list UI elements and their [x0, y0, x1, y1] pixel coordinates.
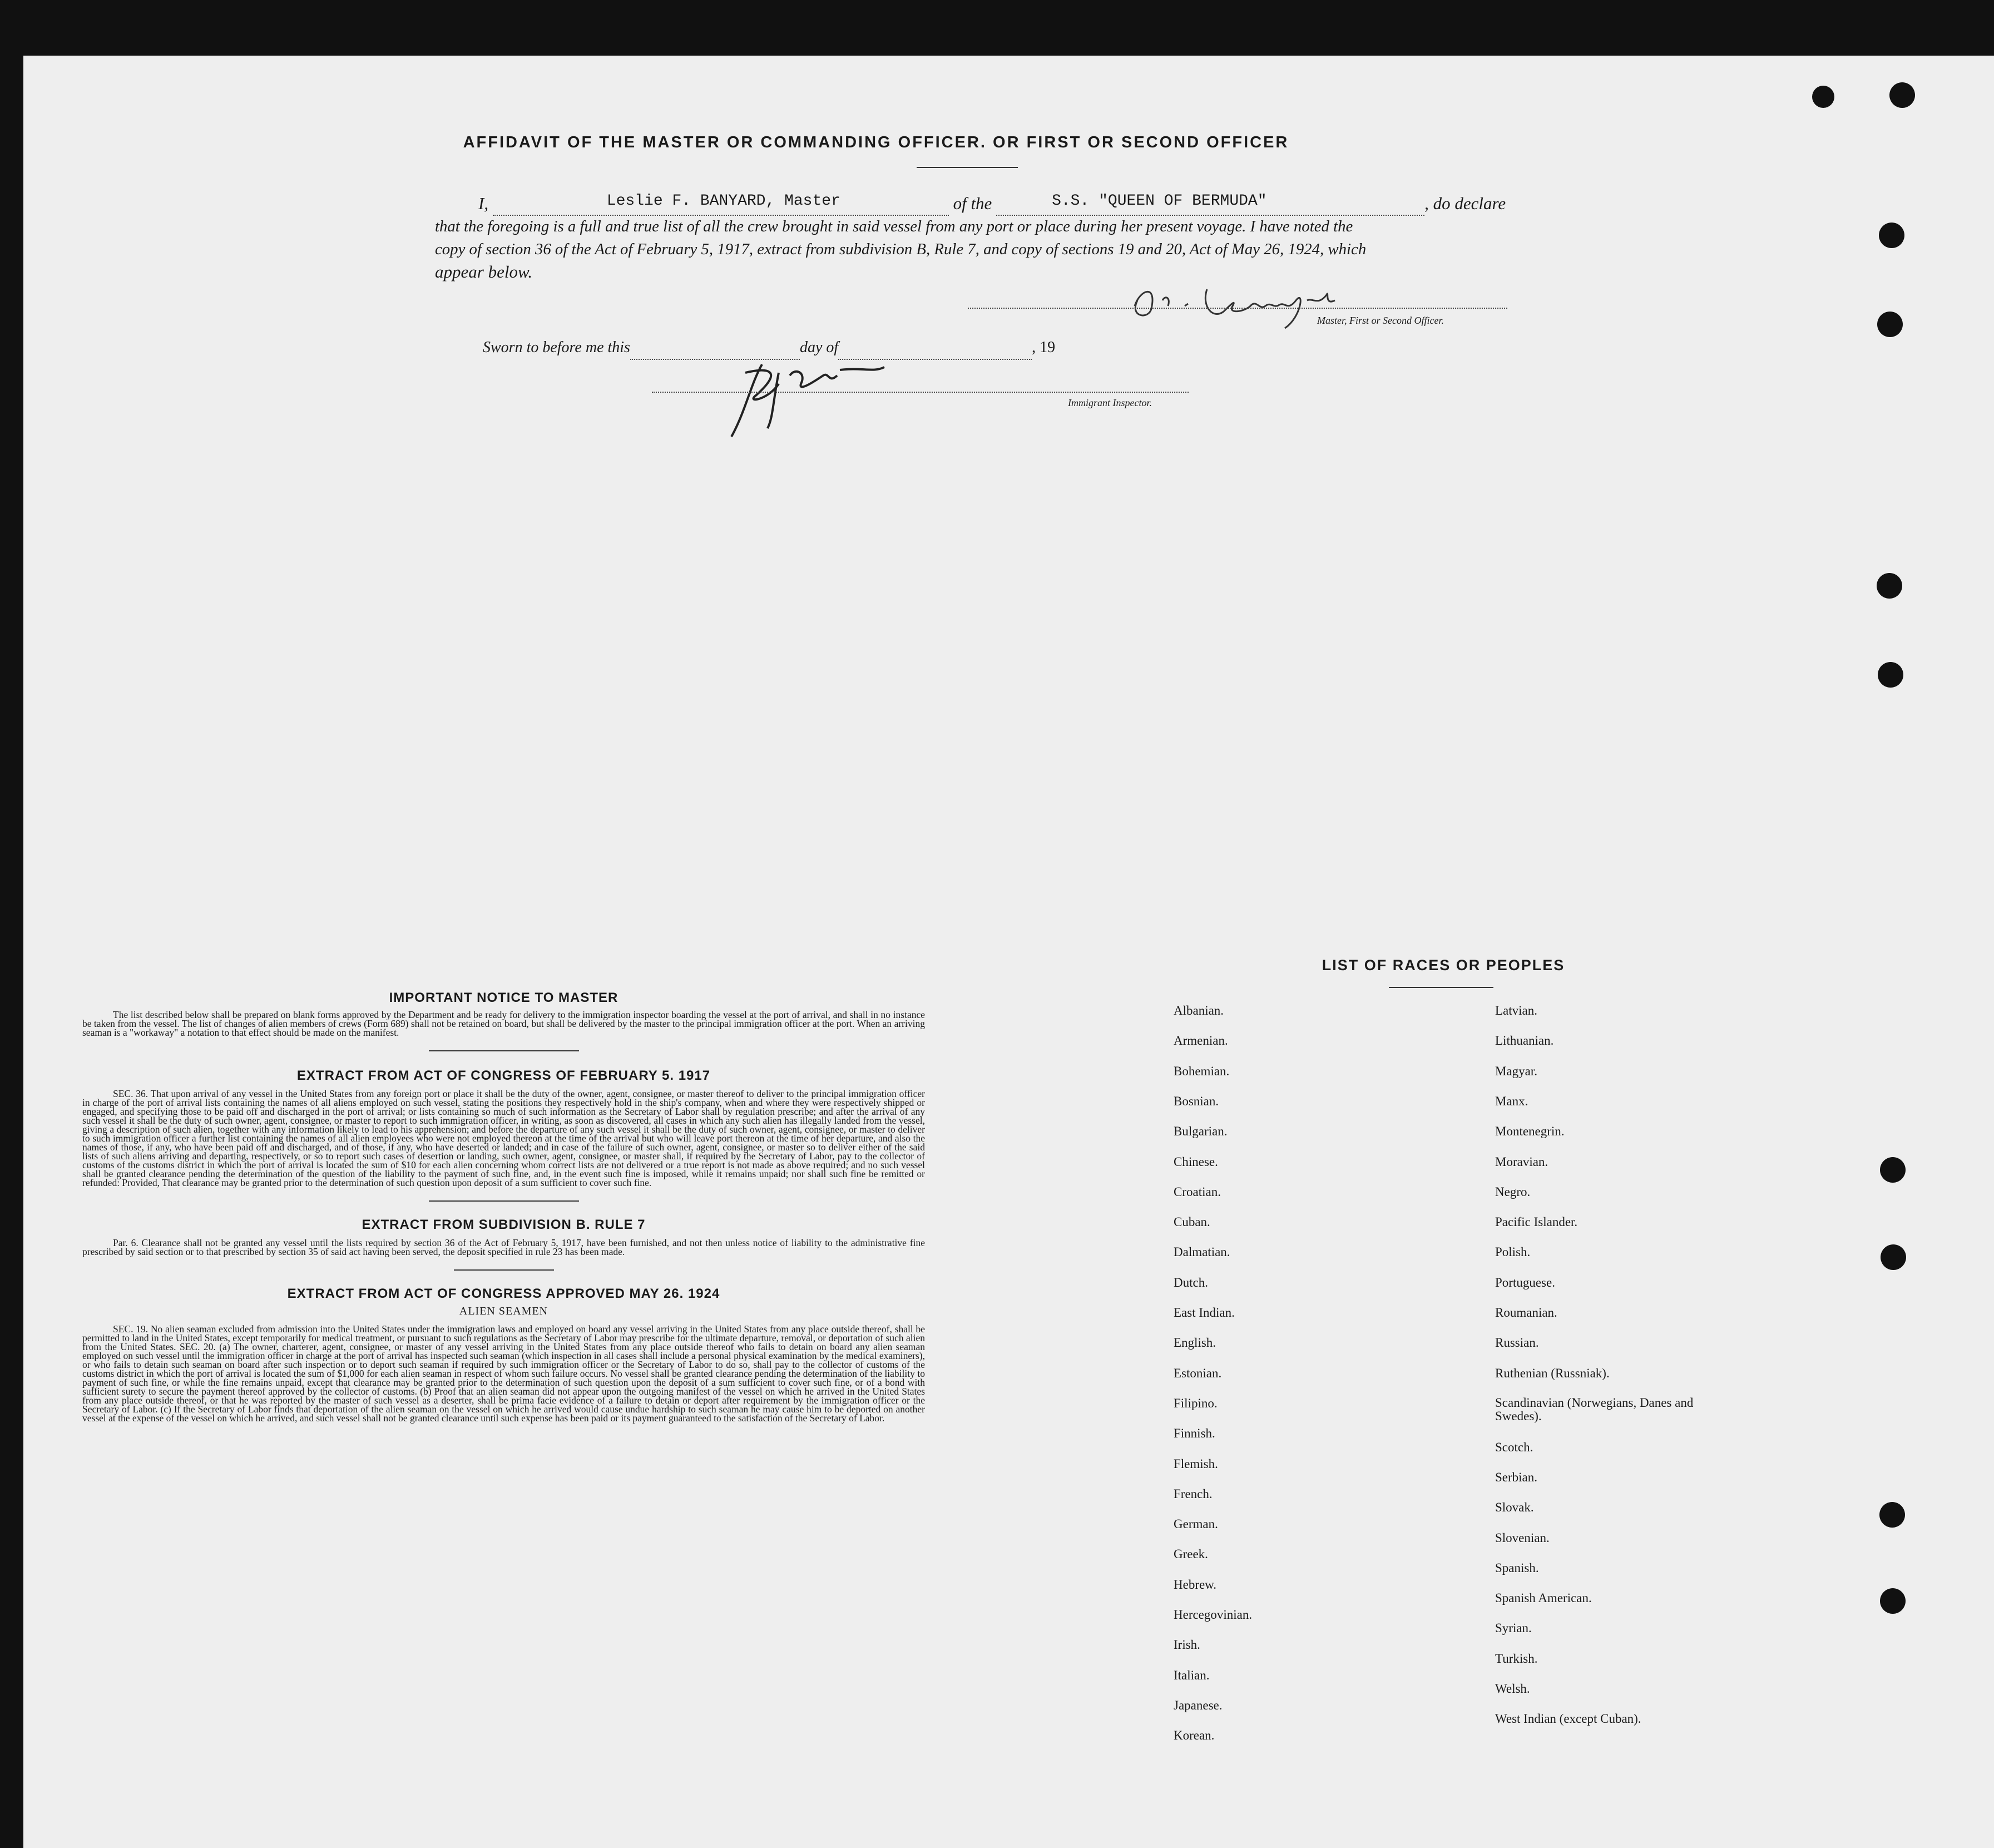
race-item: Montenegrin. [1495, 1124, 1565, 1139]
extract-1917-heading: EXTRACT FROM ACT OF CONGRESS OF FEBRUARY 5. 1917 [296, 1068, 711, 1083]
sworn-label: Sworn to before me this [483, 339, 630, 356]
punch-hole [1880, 1157, 1906, 1183]
master-name-field [493, 192, 949, 216]
race-item: Welsh. [1495, 1682, 1530, 1696]
race-item: Pacific Islander. [1495, 1215, 1578, 1229]
race-item: Ruthenian (Russniak). [1495, 1366, 1610, 1380]
race-item: Slovenian. [1495, 1530, 1550, 1545]
rule7-heading: EXTRACT FROM SUBDIVISION B. RULE 7 [362, 1217, 646, 1232]
punch-hole [1881, 1244, 1906, 1270]
race-item: Flemish. [1174, 1456, 1218, 1471]
race-item: Syrian. [1495, 1621, 1532, 1635]
race-item: Italian. [1174, 1668, 1210, 1682]
ship-name-value: S.S. "QUEEN OF BERMUDA" [1052, 192, 1267, 210]
rule7-body: Par. 6. Clearance shall not be granted any vessel until the lists required by section 36 of the Act of February 5, 1917, have been furnished, and not then unless notice of liability to the administrative fine prescribed by said section or to that prescribed by section 35 of said act having been served, the deposit specified in rule 23 has been made. [82, 1237, 925, 1257]
race-item: Bosnian. [1174, 1094, 1219, 1108]
race-item: Roumanian. [1495, 1306, 1557, 1320]
race-item: Irish. [1174, 1638, 1200, 1652]
notices-column [82, 990, 925, 1422]
race-item: Scotch. [1495, 1440, 1533, 1454]
race-item: Negro. [1495, 1184, 1531, 1199]
race-item: Dalmatian. [1174, 1245, 1230, 1259]
document-sheet [23, 56, 1994, 1848]
title-underline [917, 167, 1018, 168]
affidavit-line-3: copy of section 36 of the Act of February 5, 1917, extract from subdivision B, Rule 7, and copy of sections 19 and 20, Act of May 26, 1924, which [435, 240, 1367, 258]
master-signature-caption: Master, First or Second Officer. [1317, 315, 1444, 326]
race-item: Finnish. [1174, 1426, 1215, 1441]
i-label: I, [478, 194, 489, 213]
races-heading: LIST OF RACES OR PEOPLES [1322, 957, 1565, 974]
divider [429, 1200, 579, 1202]
race-item: Polish. [1495, 1245, 1531, 1259]
punch-hole [1878, 662, 1903, 688]
do-declare-label: , do declare [1424, 194, 1506, 213]
ship-name-field [996, 192, 1424, 216]
affidavit-title: AFFIDAVIT OF THE MASTER OR COMMANDING OFFICER. OR FIRST OR SECOND OFFICER [463, 134, 1289, 151]
race-item: Slovak. [1495, 1500, 1534, 1515]
races-underline [1389, 987, 1493, 988]
race-item: Bohemian. [1174, 1064, 1230, 1078]
race-item: Bulgarian. [1174, 1124, 1228, 1139]
race-item: Hebrew. [1174, 1577, 1217, 1592]
punch-hole [1879, 223, 1904, 248]
punch-hole [1879, 1502, 1905, 1528]
inspector-caption: Immigrant Inspector. [1068, 397, 1152, 408]
master-signature-line [968, 308, 1507, 309]
race-item: Turkish. [1495, 1651, 1538, 1666]
punch-hole [1889, 82, 1915, 108]
race-item: Japanese. [1174, 1698, 1223, 1712]
race-item: Chinese. [1174, 1154, 1218, 1169]
punch-hole [1880, 1588, 1906, 1614]
race-item: Dutch. [1174, 1275, 1208, 1289]
extract-1917-body: SEC. 36. That upon arrival of any vessel in the United States from any foreign port or place it shall be the duty of the owner, agent, consignee, or master thereof to deliver to the principal immigration officer in charge of the port of arrival lists containing the names of all aliens employed on such vessel, stating the positions they respectively hold in the ship's company, when and where they were respectively shipped or engaged, and specifying those to be paid off and discharged in the port of arrival; or lists containing so much of such information as the Secretary of Labor shall by regulation prescribe; and after the arrival of any such vessel it shall be the duty of such owner, agent, consignee, or master to report to such immigration officer, in writing, as soon as discovered, all cases in which any such alien has illegally landed from the vessel, giving a description of such alien, together with any information likely to lead to his apprehension; and before the departure of any such vessel it shall be the duty of such owner, agent, consignee, or master to deliver to such immigration officer a further list containing the names of all alien employees who were not employed thereon at the time of the arrival but who will leave port thereon at the time of her departure, and also the names of those, if any, who have been paid off and discharged, and of those, if any, who have deserted or landed; and in case of the failure of such owner, agent, consignee, or master so to deliver either of the said lists of such aliens arriving and departing, respectively, or so to report such cases of desertion or landing, such owner, agent, consignee, or master shall, if required by the Secretary of Labor, pay to the collector of customs of the customs district in which the port of arrival is located the sum of $10 for each alien concerning whom correct lists are not delivered or a true report is not made as above required; and no such vessel shall be granted clearance pending the determination of the question of the liability to the payment of such fine, and, in the event such fine is imposed, while it remains unpaid; nor shall such fine be remitted or refunded: Provided, That clearance may be granted prior to the determination of such question upon deposit of a sum sufficient to cover such fine. [82, 1088, 925, 1188]
race-item: Albanian. [1174, 1004, 1224, 1017]
of-the-label: of the [953, 194, 992, 213]
race-item: Moravian. [1495, 1154, 1548, 1169]
race-item: Croatian. [1174, 1184, 1221, 1199]
alien-seamen-subheading: ALIEN SEAMEN [459, 1305, 548, 1317]
day-of-label: day of [799, 339, 839, 356]
race-item: English. [1174, 1336, 1216, 1350]
notice-body: The list described below shall be prepared on blank forms approved by the Department and be ready for delivery to the immigration inspector boarding the vessel at the port of arrival, and shall in no instance be taken from the vessel. The list of changes of alien members of crews (Form 689) shall not be retained on board, but shall be delivered by the master to the principal immigration officer at the port. When an arriving seaman is a "workaway" a notation to that effect should be made on the manifest. [82, 1009, 925, 1038]
race-item: Serbian. [1495, 1470, 1538, 1484]
race-item: Lithuanian. [1495, 1034, 1554, 1048]
race-item: Manx. [1495, 1094, 1528, 1108]
race-item: Filipino. [1174, 1396, 1218, 1410]
punch-hole [1812, 86, 1834, 108]
extract-1924-heading: EXTRACT FROM ACT OF CONGRESS APPROVED MAY 26. 1924 [287, 1286, 720, 1301]
punch-hole [1877, 312, 1903, 337]
race-item: Hercegovinian. [1174, 1608, 1253, 1622]
master-name-value: Leslie F. BANYARD, Master [606, 192, 840, 210]
race-item: Armenian. [1174, 1034, 1228, 1048]
race-item: Portuguese. [1495, 1275, 1555, 1289]
year-label: , 19 [1032, 339, 1056, 356]
affidavit-line-2: that the foregoing is a full and true list of all the crew brought in said vessel from any port or place during her present voyage. I have noted the [435, 218, 1353, 235]
race-item: Greek. [1174, 1547, 1208, 1562]
notice-heading: IMPORTANT NOTICE TO MASTER [389, 990, 619, 1005]
race-item: German. [1174, 1517, 1218, 1531]
extract-1924-body: SEC. 19. No alien seaman excluded from admission into the United States under the immigration laws and employed on board any vessel arriving in the United States from any place outside thereof, shall be permitted to land in the United States, except temporarily for medical treatment, or pursuant to such regulations as the Secretary of Labor may prescribe for the ultimate departure, removal, or deportation of such alien from the United States. SEC. 20. (a) The owner, charterer, agent, consignee, or master of any vessel arriving in the United States from any place outside thereof who fails to detain on board any alien seaman employed on such vessel until the immigration officer in charge at the port of arrival has inspected such seaman (which inspection in all cases shall include a personal physical examination by the medical examiners), or who fails to detain such seaman on board after such inspection or to deport such seaman if required by such immigration officer or the Secretary of Labor to do so, shall pay to the collector of customs of the customs district in which the port of arrival is located the sum of $1,000 for each alien seaman in respect of whom such failure occurs. No vessel shall be granted clearance pending the determination of the liability to payment of such fine, or while the fine remains unpaid, except that clearance may be granted prior to the determination of such question upon the deposit of a sum sufficient to cover such fine, or of a bond with sufficient surety to secure the payment thereof approved by the collector of customs. (b) Proof that an alien seaman did not appear upon the outgoing manifest of the vessel on which he arrived in the United States from any place outside thereof, or that he was reported by the master of such vessel as a deserter, shall be prima facie evidence of a failure to detain or deport after requirement by the immigration officer or the Secretary of Labor. (c) If the Secretary of Labor finds that deportation of the alien seaman on the vessel on which he arrived would cause undue hardship to such seaman he may cause him to be deported on another vessel at the expense of the vessel on which he arrived, and such vessel shall not be granted clearance until such expense has been paid or its payment guaranteed to the satisfaction of the Secretary of Labor. [82, 1323, 925, 1424]
divider [454, 1269, 554, 1271]
affidavit-line-4: appear below. [435, 262, 533, 281]
punch-hole [1877, 573, 1902, 599]
divider [429, 1050, 579, 1051]
race-item: Cuban. [1174, 1215, 1210, 1229]
race-item: Korean. [1174, 1728, 1215, 1743]
inspector-signature-line [652, 392, 1189, 393]
race-item: Spanish. [1495, 1560, 1539, 1575]
race-item: West Indian (except Cuban). [1495, 1712, 1641, 1726]
affidavit-line-1 [478, 192, 1505, 216]
race-item: Russian. [1495, 1336, 1539, 1350]
master-signature [1118, 267, 1352, 339]
race-item: Latvian. [1495, 1004, 1537, 1017]
race-item: French. [1174, 1486, 1213, 1501]
inspector-signature [718, 350, 895, 445]
race-item: East Indian. [1174, 1306, 1235, 1320]
race-item: Estonian. [1174, 1366, 1222, 1380]
race-item: Spanish American. [1495, 1591, 1592, 1605]
race-item: Scandinavian (Norwegians, Danes and Swedes). [1495, 1395, 1694, 1423]
race-item: Magyar. [1495, 1064, 1538, 1078]
